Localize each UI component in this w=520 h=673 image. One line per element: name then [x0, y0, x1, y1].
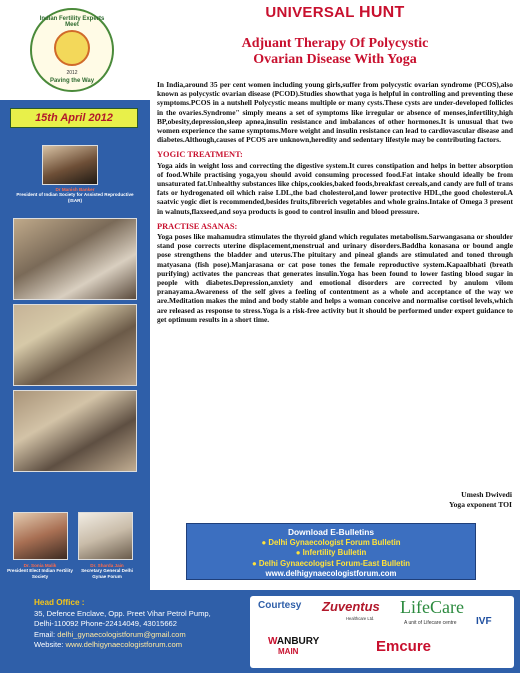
masthead-suffix: HUNT: [358, 4, 405, 21]
yogic-treatment-text: Yoga aids in weight loss and correcting the digestive system.It cures constipation and helps in better absorption of food.While practising yoga,you should avoid consuming processed food.Fat intake should ideally be from unsaturated fat.Unhealthy substances like chips,cookies,baked foods,breakfast cereals,and candy are full of trans fats or hydrogenated oil which raise LDL,the bad cholesterol,and lower protective HDL,the good cholesterol.A saatvic yogic diet is recommended,besides fruits,fibrerich vegetables and whole grains.Intake of Omega 3 present in walnuts,flaxseed,and soya products is good to control insulin and blood pressure.: [157, 160, 513, 216]
address-line-1: 35, Defence Enclave, Opp. Preet Vihar Petrol Pump,: [34, 608, 211, 618]
logo-text-bottom: Paving the Way: [49, 78, 95, 84]
caption-role: Secretary General Delhi Gynae Forum: [81, 568, 133, 579]
head-office-info: [34, 598, 234, 651]
wanbury-logo: [268, 636, 319, 647]
caption-name: Dr. Sonia Malik: [23, 563, 57, 568]
caption-role: President Elect Indian Fertility Society: [7, 568, 73, 579]
author-name: Umesh Dwivedi: [461, 490, 512, 499]
headline-line-2: Ovarian Disease With Yoga: [253, 52, 417, 67]
article-intro: In India,around 35 per cent women including young girls,suffer from polycystic ovarian syndrome (PCOS),also known as polycystic ovarian disease (PCOD).Studies showthat yoga is helpful in controlling and preventing these symptoms.PCOS in a nutshell Polycystic means multiple or many cysts.These cysts are under-developed follicles in the ovaries.Syndrome" simply means a set of symptoms like irregular or absence of menses,infertility,high BP,obesity,depression,sleep apnea,insulin resistance and imbalances of other hormones.It is unusual that two women experience the same symptoms.More weight and insulin resistance can lead to cardiovascular disease and diabetes.Although,causes of PCOS are unknown,heredity and sedentary lifestyle may be contributing factors.: [157, 80, 513, 145]
ivf-logo: IVF: [476, 616, 492, 627]
bulletin-item[interactable]: [187, 538, 475, 549]
email-link[interactable]: delhi_gynaecologistforum@gmail.com: [57, 629, 186, 639]
download-title: Download E-Bulletins: [287, 527, 375, 537]
event-photo-2: [13, 304, 137, 386]
wanbury-w: W: [268, 636, 277, 647]
bulletin-item-label: Delhi Gynaecologist Forum Bulletin: [268, 537, 401, 547]
photo-sharda-jain: [78, 512, 133, 560]
wanbury-rest: ANBURY: [276, 636, 320, 647]
event-photo-1: [13, 218, 137, 300]
download-bulletins-box: [186, 523, 476, 580]
lifecare-logo: LifeCare: [400, 597, 464, 617]
logo-year: 2012: [66, 70, 78, 76]
practise-asanas-text: Yoga poses like mahamudra stimulates the thyroid gland which regulates metabolism.Sarwangasana or shoulder stand pose corrects uterine displacement,menstrual and urinary disorders.Baddha konasana or bound angle pose strengthens the bladder and uterus.The pituitary and pineal glands are stimulated and toned through matyasana (fish pose).Manjarasana or cat pose tones the female reproductive system.Kapaalbhati (breath purifying) activates the pancreas that generates insulin.Yoga has been found to lower fasting blood sugar in people with diabetes.Depression,anxiety and emotional disorders are corrected by anulom vilom pranayama.Awareness of the self gives a feeling of contentment as a whole and acceptance of the way we are.Meditation makes the mind and body stable and helps a woman conceive and normalise cortisol levels,which are released as response to stress.Yoga is a risk-free activity but it should be performed under expert guidance to get optimum results in a short time.: [157, 232, 513, 324]
event-date: 15th April 2012: [10, 108, 138, 128]
caption-name: Dr Manish Banker: [55, 187, 95, 192]
email-label: Email:: [34, 629, 56, 639]
article-headline: [150, 36, 520, 68]
headline-line-1: Adjuant Therapy Of Polycystic: [241, 36, 429, 51]
head-office-label: Head Office :: [34, 598, 85, 607]
zuventus-logo: Zuventus: [322, 599, 380, 614]
author-role: Yoga exponent TOI: [448, 500, 512, 509]
yogic-treatment-heading: YOGIC TREATMENT:: [157, 150, 243, 160]
logo-emblem-icon: [54, 30, 90, 66]
bullet-icon: ●: [261, 537, 269, 547]
caption-sharda-jain: [74, 563, 140, 579]
website-label: Website:: [34, 640, 64, 650]
address-line-2: Delhi-110092 Phone-22414049, 43015662: [34, 619, 177, 629]
bulletin-item[interactable]: [187, 548, 475, 559]
photo-sonia-malik: [13, 512, 68, 560]
lifecare-subtext: A unit of Lifecare centre: [404, 620, 457, 626]
article-body: [157, 80, 513, 330]
conference-logo: [30, 8, 114, 92]
bullet-icon: ●: [295, 548, 303, 557]
website-row: [34, 640, 234, 651]
bulletin-item-label: Infertility Bulletin: [302, 548, 367, 557]
emcure-logo: Emcure: [376, 638, 432, 655]
event-photo-3: [13, 390, 137, 472]
bulletin-item[interactable]: [187, 559, 475, 570]
masthead-title: [150, 4, 520, 22]
logo-text-top: Indian Fertility Experts Meet: [39, 16, 105, 28]
courtesy-label: Courtesy: [258, 600, 302, 611]
masthead-prefix: UNIVERSAL: [265, 4, 355, 21]
wanbury-main-text: MAIN: [278, 647, 299, 656]
photo-manish-banker: [42, 145, 98, 185]
bulletin-item-label: Delhi Gynaecologist Forum-East Bulletin: [258, 558, 411, 568]
caption-name: Dr. Sharda Jain: [90, 563, 124, 568]
caption-manish-banker: [10, 187, 140, 203]
practise-asanas-heading: PRACTISE ASANAS:: [157, 221, 238, 231]
download-url-link[interactable]: www.delhigynaecologistforum.com: [265, 569, 397, 578]
zuventus-subtext: Healthcare Ltd.: [346, 616, 375, 621]
caption-role: President of Indian Society for Assisted Reproductive (ISAR): [16, 192, 134, 203]
website-link[interactable]: www.delhigynaecologistforum.com: [65, 640, 183, 650]
email-row: [34, 630, 234, 641]
bullet-icon: ●: [251, 558, 259, 568]
caption-sonia-malik: [6, 563, 74, 579]
article-author: [400, 490, 512, 510]
